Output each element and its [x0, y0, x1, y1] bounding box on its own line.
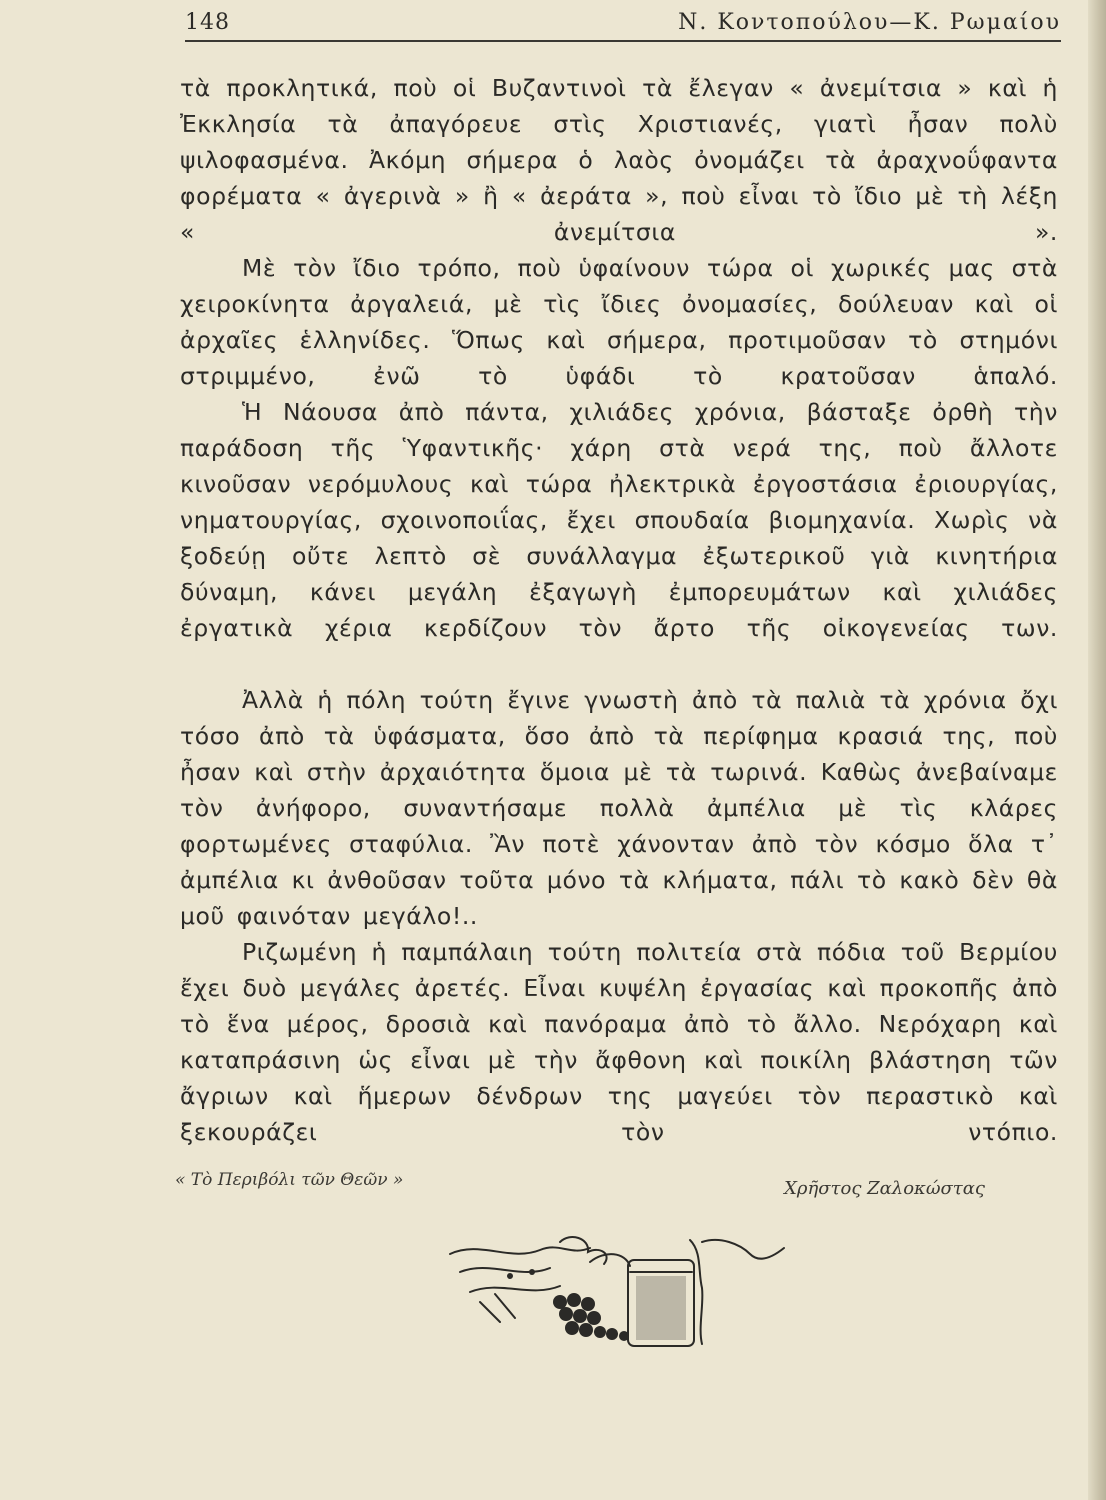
paragraph-2: Μὲ τὸν ἴδιο τρόπο, ποὺ ὑφαίνουν τώρα οἱ χωρικές μας στὰ χειροκίνητα ἀργαλειά, μὲ τὶς ἴδιες ὀνομασίες, δούλευαν καὶ οἱ ἀρχαῖες ἑλληνίδες. Ὅπως καὶ σήμερα, προτιμοῦσαν τὸ στημόνι στριμμένο, ἐνῶ τὸ ὑφάδι τὸ κρατοῦσαν ἁπαλό. [180, 254, 1058, 390]
body-text [180, 70, 1058, 1150]
source-title: « Τὸ Περιβόλι τῶν Θεῶν » [175, 1170, 404, 1190]
paragraph-4: Ἀλλὰ ἡ πόλη τούτη ἔγινε γνωστὴ ἀπὸ τὰ παλιὰ τὰ χρόνια ὄχι τόσο ἀπὸ τὰ ὑφάσματα, ὅσο ἀπὸ τὰ περίφημα κρασιά της, ποὺ ἦσαν καὶ στὴν ἀρχαιότητα ὅμοια μὲ τὰ τωρινά. Καθὼς ἀνεβαίναμε τὸν ἀνήφορο, συναντήσαμε πολλὰ ἀμπέλια μὲ τὶς κλάρες φορτωμένες σταφύλια. Ἂν ποτὲ χάνονταν ἀπὸ τὸν κόσμο ὅλα τ᾿ ἀμπέλια κι ἀνθοῦσαν τοῦτα μόνο τὰ κλήματα, πάλι τὸ κακὸ δὲν θὰ μοῦ φαινόταν μεγάλο!.. [180, 686, 1058, 930]
author-name: Χρῆστος Ζαλοκώστας [784, 1178, 985, 1199]
paragraph-1: τὰ προκλητικά, ποὺ οἱ Βυζαντινοὶ τὰ ἔλεγαν « ἀνεμίτσια » καὶ ἡ Ἐκκλησία τὰ ἀπαγόρευε στὶς Χριστιανές, γιατὶ ἦσαν πολὺ ψιλοφασμένα. Ἀκόμη σήμερα ὁ λαὸς ὀνομάζει τὰ ἀραχνοΰφαντα φορέματα « ἀγερινὰ » ἢ « ἀεράτα », ποὺ εἶναι τὸ ἴδιο μὲ τὴ λέξη « ἀνεμίτσια ». [180, 74, 1058, 246]
paragraph-3: Ἡ Νάουσα ἀπὸ πάντα, χιλιάδες χρόνια, βάσταξε ὀρθὴ τὴν παράδοση τῆς Ὑφαντικῆς· χάρη στὰ νερά της, ποὺ ἄλλοτε κινοῦσαν νερόμυλους καὶ τώρα ἠλεκτρικὰ ἐργοστάσια ἐριουργίας, νηματουργίας, σχοινοποιΐας, ἔχει σπουδαία βιομηχανία. Χωρὶς νὰ ξοδεύῃ οὔτε λεπτὸ σὲ συνάλλαγμα ἐξωτερικοῦ γιὰ κινητήρια δύναμη, κάνει μεγάλη ἐξαγωγὴ ἐμπορευμάτων καὶ χιλιάδες ἐργατικὰ χέρια κερδίζουν τὸν ἄρτο τῆς οἰκογενείας των. [180, 398, 1058, 642]
page-number: 148 [185, 10, 230, 35]
attribution-row [175, 1170, 985, 1200]
grapes-and-wine-glass-icon [440, 1232, 820, 1352]
running-head: Ν. Κοντοπούλου—Κ. Ρωμαίου [678, 10, 1061, 35]
page-header [185, 10, 1061, 42]
page-edge [1088, 0, 1106, 1500]
paragraph-5: Ριζωμένη ἡ παμπάλαιη τούτη πολιτεία στὰ πόδια τοῦ Βερμίου ἔχει δυὸ μεγάλες ἀρετές. Εἶναι κυψέλη ἐργασίας καὶ προκοπῆς ἀπὸ τὸ ἕνα μέρος, δροσιὰ καὶ πανόραμα ἀπὸ τὸ ἄλλο. Νερόχαρη καὶ καταπράσινη ὡς εἶναι μὲ τὴν ἄφθονη καὶ ποικίλη βλάστηση τῶν ἄγριων καὶ ἥμερων δένδρων της μαγεύει τὸν περαστικὸ καὶ ξεκουράζει τὸν ντόπιο. [180, 938, 1058, 1146]
